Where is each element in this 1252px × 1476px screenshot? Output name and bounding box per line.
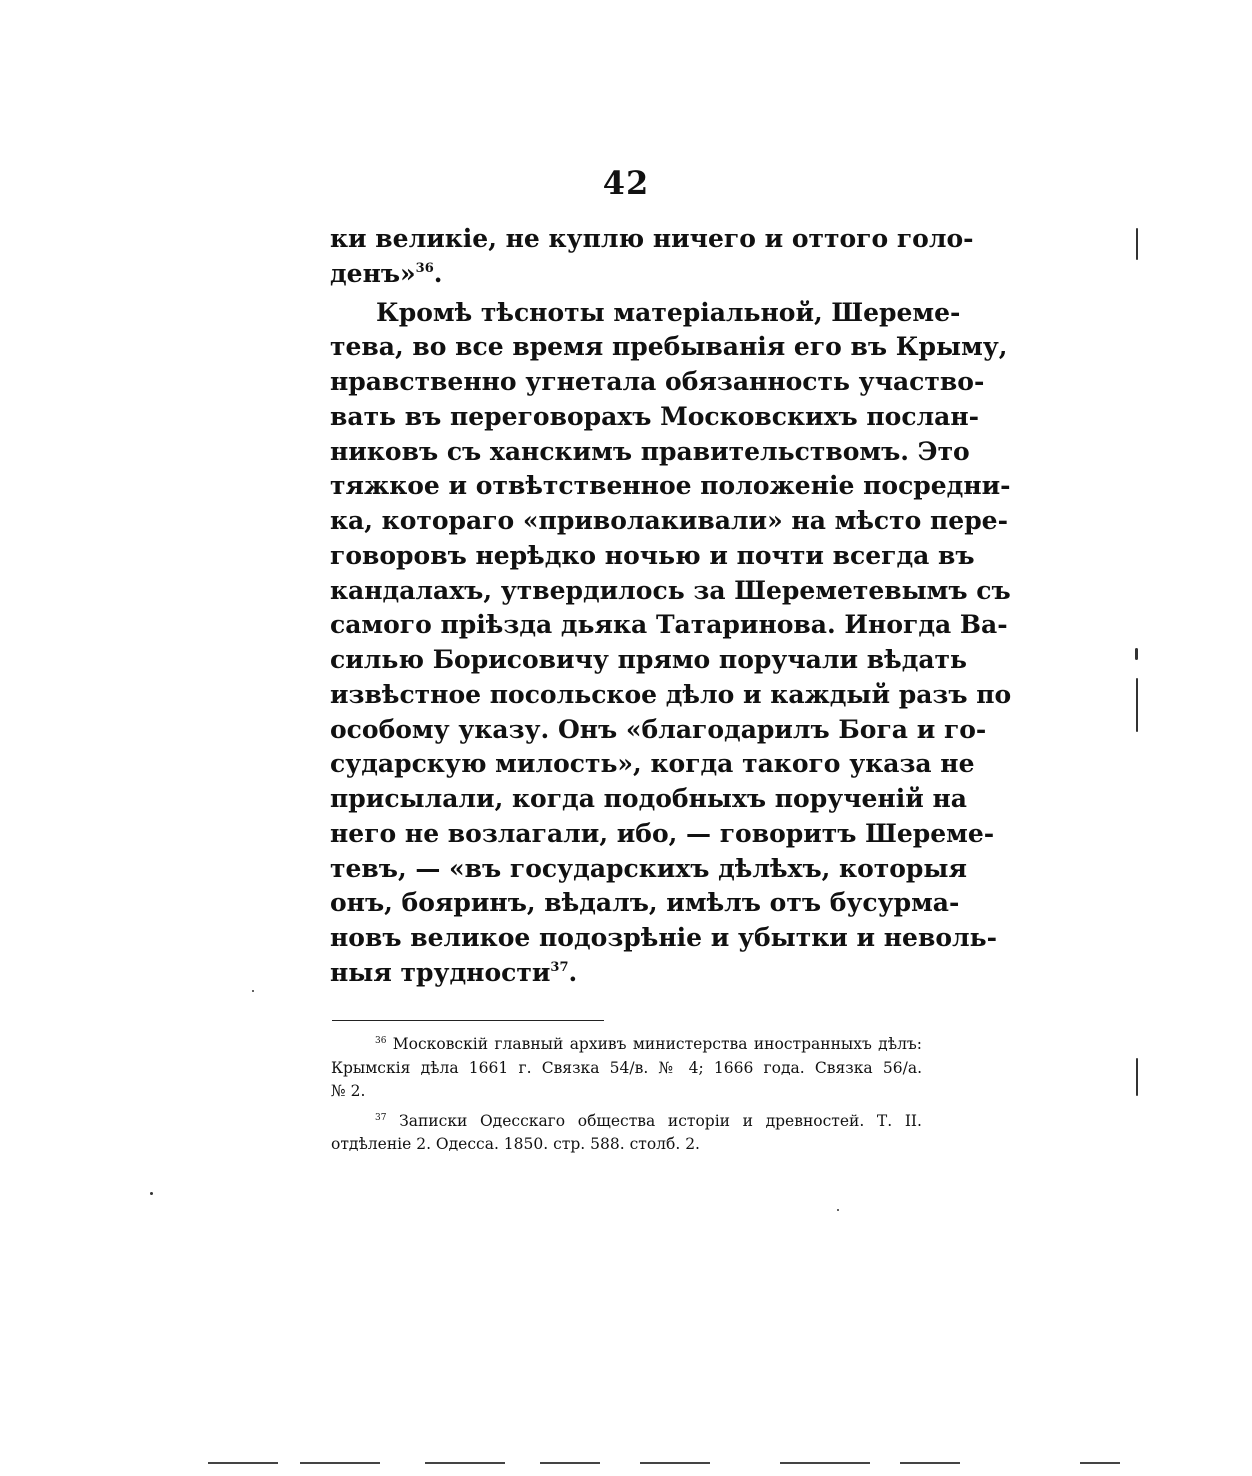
line-text: особому указу. Онъ «благодарилъ Бога и го-	[330, 714, 987, 744]
text-line	[330, 296, 961, 331]
text-line	[330, 400, 980, 435]
footnote-reference: 37	[550, 959, 569, 975]
text-line	[330, 643, 968, 678]
main-text	[330, 222, 1012, 991]
text-line	[330, 435, 970, 470]
text-line	[330, 852, 967, 887]
line-text: силью Борисовичу прямо поручали вѣдать	[330, 645, 968, 674]
line-text: тяжкое и отвѣтственное положеніе посредни-	[330, 471, 1011, 501]
text-line	[330, 222, 974, 257]
text-line	[330, 574, 1011, 609]
line-text: ныя трудности	[330, 957, 551, 987]
scan-speck	[1136, 1058, 1138, 1096]
line-text: онъ, бояринъ, вѣдалъ, имѣлъ отъ бусурма-	[330, 888, 960, 918]
line-text: ки великіе, не куплю ничего и оттого голо-	[330, 224, 974, 253]
scan-edge-mark	[540, 1462, 600, 1464]
text-line	[330, 713, 987, 748]
footnote-marker: 36	[375, 1036, 387, 1046]
text-line	[330, 330, 1008, 365]
text-line	[330, 257, 922, 292]
footnote-text: Московскій главный архивъ министерства иностранныхъ дѣлъ:	[386, 1035, 922, 1053]
line-text: ка, котораго «приволакивали» на мѣсто пере-	[330, 506, 1008, 535]
scan-speck	[1135, 648, 1138, 660]
text-line	[330, 747, 975, 782]
scan-speck	[1136, 678, 1138, 732]
footnote-reference: 36	[415, 260, 434, 276]
scan-speck	[252, 990, 254, 992]
scan-speck	[1136, 228, 1138, 260]
text-line	[330, 886, 960, 921]
footnote-line	[331, 1057, 922, 1081]
line-text: извѣстное посольское дѣло и каждый разъ по	[330, 679, 1012, 709]
scan-edge-mark	[1080, 1462, 1120, 1464]
line-text: № 2.	[331, 1082, 366, 1100]
trailing-punctuation: .	[433, 258, 443, 288]
footnote-line	[331, 1110, 922, 1134]
scan-edge-mark	[425, 1462, 505, 1464]
scan-edge-mark	[300, 1462, 380, 1464]
footnote-line	[331, 1033, 922, 1057]
line-text: самого пріѣзда дьяка Татаринова. Иногда Ва-	[330, 610, 1008, 640]
footnote-line	[331, 1080, 922, 1104]
text-line	[330, 539, 975, 574]
line-text: новъ великое подозрѣніе и убытки и неволь-	[330, 923, 997, 952]
line-text: Крымскія дѣла 1661 г. Связка 54/в. № 4; 1666 года. Связка 56/а.	[331, 1058, 922, 1077]
line-text: тева, во все время пребыванія его въ Крыму,	[330, 332, 1008, 362]
footnote-marker: 37	[375, 1112, 387, 1123]
text-line	[330, 608, 1008, 643]
scan-edge-mark	[208, 1462, 278, 1464]
footnote-separator	[332, 1020, 604, 1021]
text-line	[330, 365, 985, 400]
scan-edge-mark	[640, 1462, 710, 1464]
line-text: вать въ переговорахъ Московскихъ послан-	[330, 401, 980, 431]
page-number: 42	[602, 164, 650, 202]
text-line	[330, 817, 995, 852]
text-line	[330, 956, 922, 991]
line-text: тевъ, — «въ государскихъ дѣлѣхъ, которыя	[330, 853, 967, 883]
scan-speck	[837, 1209, 839, 1211]
text-line	[330, 469, 1011, 504]
line-text: него не возлагали, ибо, — говоритъ Шереме-	[330, 818, 995, 848]
scan-edge-mark	[780, 1462, 870, 1464]
line-text: говоровъ нерѣдко ночью и почти всегда въ	[330, 540, 975, 570]
line-text: отдѣленіе 2. Одесса. 1850. стр. 588. столб. 2.	[331, 1135, 700, 1153]
line-text: Кромѣ тѣсноты матеріальной, Шереме-	[376, 297, 961, 327]
footnote-text: Записки Одесскаго общества исторіи и древностей. Т. II.	[386, 1111, 922, 1130]
text-line	[330, 921, 997, 956]
text-line	[330, 782, 967, 817]
text-line	[330, 678, 1012, 713]
line-text: присылали, когда подобныхъ порученій на	[330, 784, 967, 813]
scan-edge-mark	[900, 1462, 960, 1464]
text-line	[330, 504, 1008, 539]
footnotes	[331, 1033, 922, 1157]
line-text: кандалахъ, утвердилось за Шереметевымъ съ	[330, 575, 1011, 605]
line-text: сударскую милость», когда такого указа не	[330, 749, 975, 779]
line-text: денъ»	[330, 258, 416, 288]
footnote-line	[331, 1133, 922, 1157]
scan-speck	[150, 1192, 153, 1195]
trailing-punctuation: .	[568, 957, 578, 987]
line-text: нравственно угнетала обязанность участво-	[330, 367, 985, 396]
line-text: никовъ съ ханскимъ правительствомъ. Это	[330, 436, 970, 466]
